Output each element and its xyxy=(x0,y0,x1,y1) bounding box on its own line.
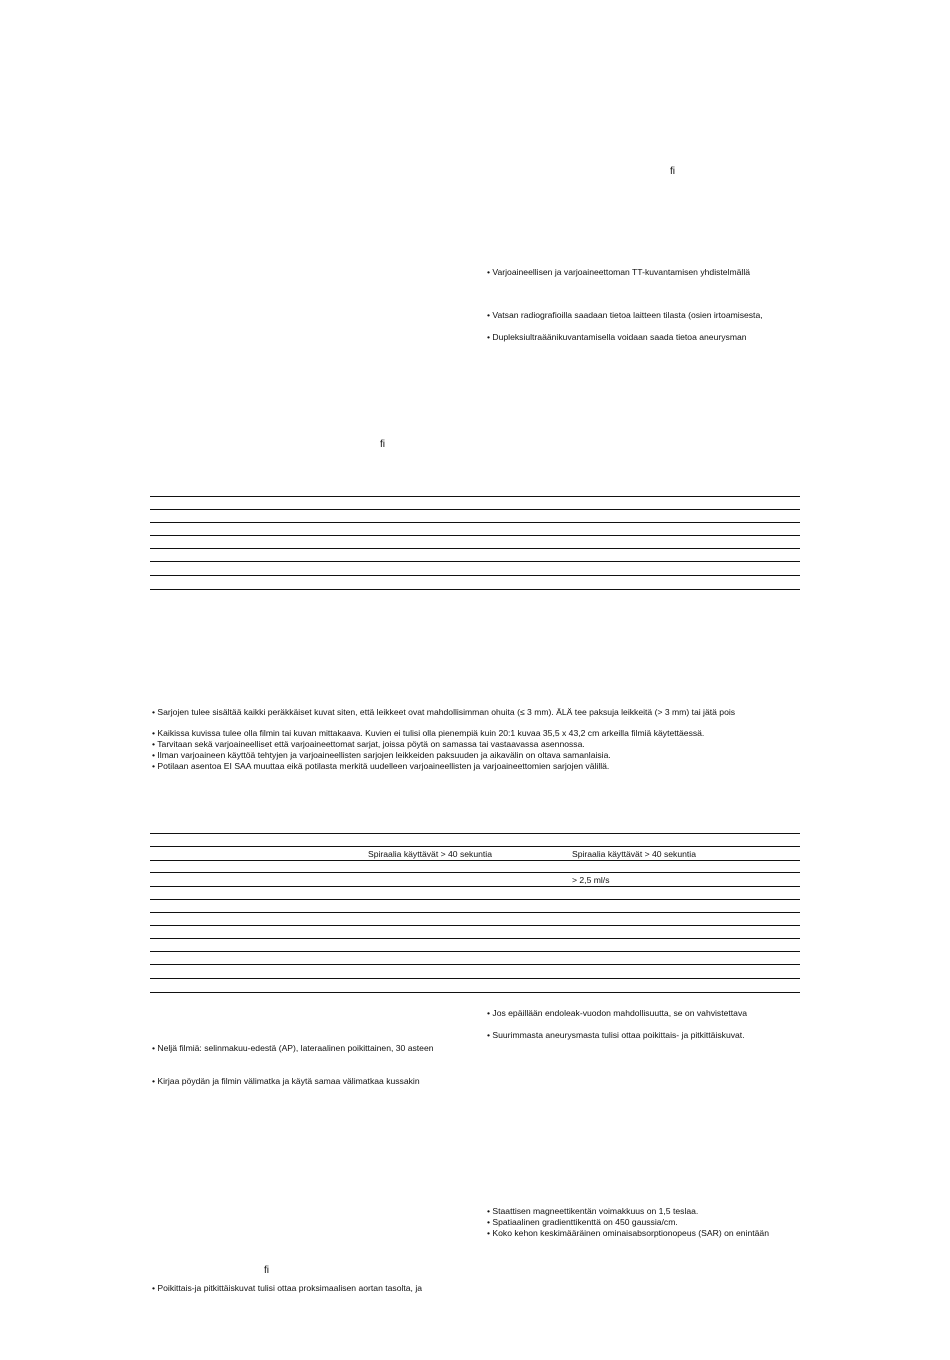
bullet-mri-sar: • Koko kehon keskimääräinen ominaisabsorptionopeus (SAR) on enintään xyxy=(487,1228,769,1238)
table-rule xyxy=(150,938,800,939)
table-cell-rate-col3: > 2,5 ml/s xyxy=(572,875,610,885)
table-rule xyxy=(150,978,800,979)
bullet-table-distance: • Kirjaa pöydän ja filmin välimatka ja käytä samaa välimatkaa kussakin xyxy=(152,1076,420,1086)
bullet-ct-thickness: • Ilman varjoaineen käyttöä tehtyjen ja varjoaineellisten sarjojen leikkeiden paksuuden ja aikavälin on oltava samanlaisia. xyxy=(152,750,611,760)
table-rule xyxy=(150,509,800,510)
table-rule xyxy=(150,522,800,523)
table-rule xyxy=(150,964,800,965)
ligature-mark: ﬁ xyxy=(380,439,385,450)
bullet-ct-scale: • Kaikissa kuvissa tulee olla filmin tai kuvan mittakaava. Kuvien ei tulisi olla pienempiä kuin 20:1 kuvaa 35,5 x 43,2 cm arkeilla filmiä käytettäessä. xyxy=(152,728,705,738)
bullet-duplex-ultrasound: • Dupleksiultraäänikuvantamisella voidaan saada tietoa aneurysman xyxy=(487,332,747,342)
table-rule xyxy=(150,535,800,536)
table-rule xyxy=(150,833,800,834)
table-rule xyxy=(150,496,800,497)
table-rule xyxy=(150,561,800,562)
table-rule xyxy=(150,548,800,549)
bullet-ct-combination: • Varjoaineellisen ja varjoaineettoman TT-kuvantamisen yhdistelmällä xyxy=(487,267,751,277)
table-rule xyxy=(150,886,800,887)
bullet-mri-field: • Staattisen magneettikentän voimakkuus on 1,5 teslaa. xyxy=(487,1206,699,1216)
bullet-radiography: • Vatsan radiografioilla saadaan tietoa laitteen tilasta (osien irtoamisesta, xyxy=(487,310,763,320)
bullet-ct-slices: • Sarjojen tulee sisältää kaikki peräkkäiset kuvat siten, että leikkeet ovat mahdollisimman ohuita (≤ 3 mm). ÄLÄ tee paksuja leikkeitä (> 3 mm) tai jätä pois xyxy=(152,707,736,717)
bullet-proximal-aorta: • Poikittais-ja pitkittäiskuvat tulisi ottaa proksimaalisen aortan tasolta, ja xyxy=(152,1283,423,1293)
table-rule xyxy=(150,860,800,861)
ligature-mark: ﬁ xyxy=(264,1265,269,1276)
bullet-endoleak: • Jos epäillään endoleak-vuodon mahdollisuutta, se on vahvistettava xyxy=(487,1008,748,1018)
bullet-ct-series: • Tarvitaan sekä varjoaineelliset että varjoaineettomat sarjat, joissa pöytä on samassa tai vastaavassa asennossa. xyxy=(152,739,585,749)
bullet-four-films: • Neljä filmiä: selinmakuu-edestä (AP), lateraalinen poikittainen, 30 asteen xyxy=(152,1043,434,1053)
table-rule xyxy=(150,575,800,576)
table-rule xyxy=(150,872,800,873)
table-cell-spiral-col3: Spiraalia käyttävät > 40 sekuntia xyxy=(572,849,696,859)
bullet-mri-gradient: • Spatiaalinen gradienttikenttä on 450 gaussia/cm. xyxy=(487,1217,678,1227)
table-rule xyxy=(150,589,800,590)
table-rule xyxy=(150,846,800,847)
table-rule xyxy=(150,951,800,952)
bullet-largest-aneurysm: • Suurimmasta aneurysmasta tulisi ottaa poikittais- ja pitkittäiskuvat. xyxy=(487,1030,745,1040)
table-rule xyxy=(150,925,800,926)
ligature-mark: ﬁ xyxy=(670,166,675,177)
table-rule xyxy=(150,912,800,913)
table-cell-spiral-col2: Spiraalia käyttävät > 40 sekuntia xyxy=(368,849,492,859)
bullet-ct-position: • Potilaan asentoa EI SAA muuttaa eikä potilasta merkitä uudelleen varjoaineellisten ja varjoaineettomien sarjojen välillä. xyxy=(152,761,610,771)
table-rule xyxy=(150,899,800,900)
table-rule xyxy=(150,992,800,993)
